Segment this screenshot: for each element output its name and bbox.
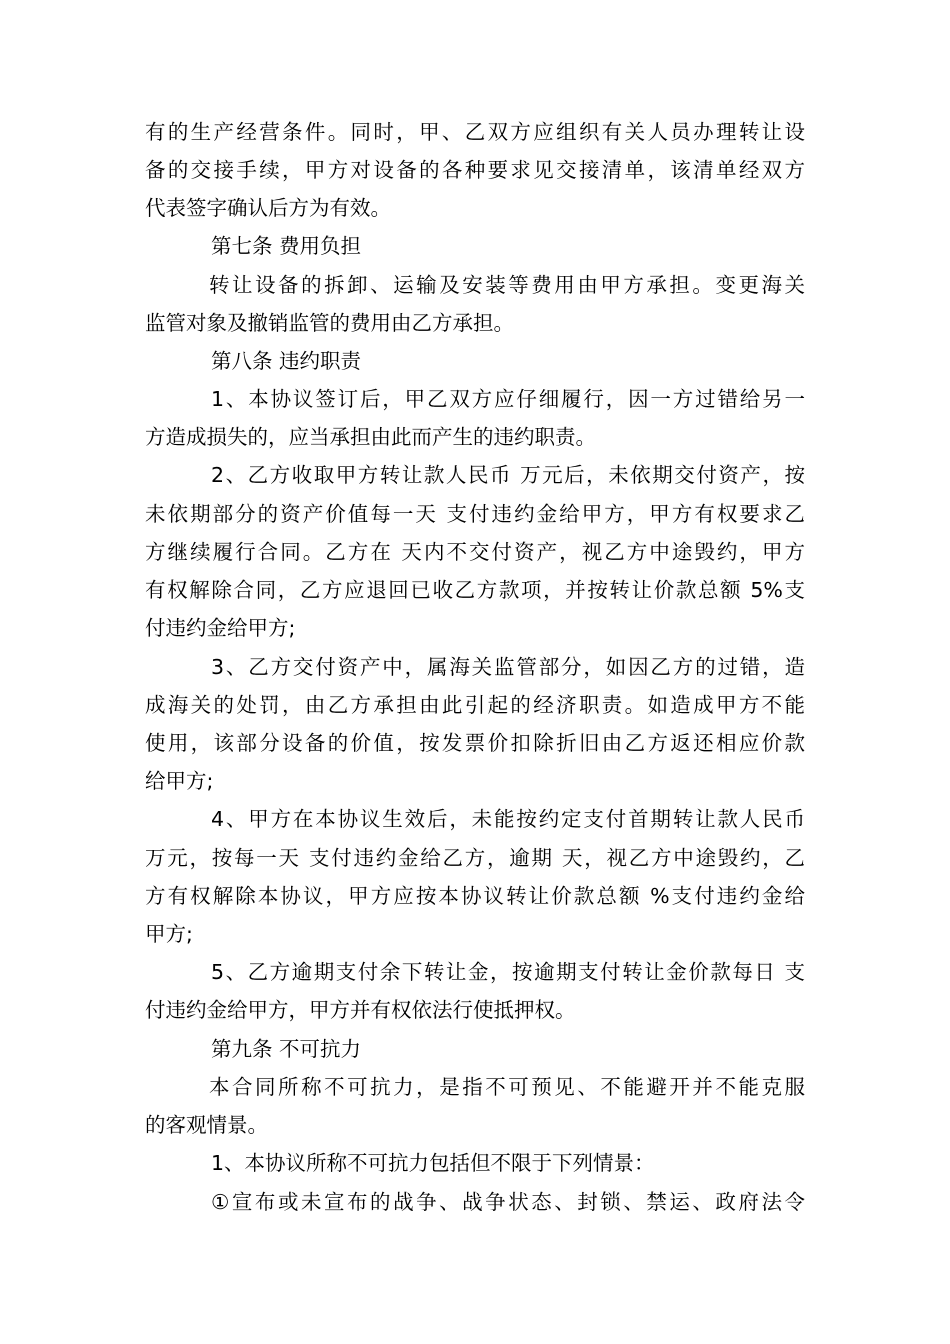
paragraph-line: 的客观情景。: [145, 1113, 268, 1137]
paragraph-line: 代表签字确认后方为有效。: [145, 196, 391, 220]
section-heading: 第七条 费用负担: [211, 234, 362, 258]
paragraph-line: 成海关的处罚，由乙方承担由此引起的经济职责。如造成甲方不能: [145, 693, 805, 717]
paragraph-line: 转让设备的拆卸、运输及安装等费用由甲方承担。变更海关: [209, 273, 805, 297]
paragraph-line: 1、本协议所称不可抗力包括但不限于下列情景：: [211, 1151, 655, 1175]
paragraph-line: ①宣布或未宣布的战争、战争状态、封锁、禁运、政府法令: [211, 1190, 805, 1214]
section-heading: 第八条 违约职责: [211, 349, 362, 373]
paragraph-line: 有的生产经营条件。同时，甲、乙双方应组织有关人员办理转让设: [145, 120, 805, 144]
paragraph-line: 甲方;: [145, 922, 193, 946]
paragraph-line: 有权解除合同，乙方应退回已收乙方款项，并按转让价款总额 5%支: [145, 578, 805, 602]
paragraph-line: 2、乙方收取甲方转让款人民币 万元后，未依期交付资产，按: [211, 463, 805, 487]
paragraph-line: 给甲方;: [145, 769, 214, 793]
paragraph-line: 方造成损失的，应当承担由此而产生的违约职责。: [145, 425, 596, 449]
paragraph-line: 万元，按每一天 支付违约金给乙方，逾期 天，视乙方中途毁约，乙: [145, 846, 805, 870]
paragraph-line: 备的交接手续，甲方对设备的各种要求见交接清单，该清单经双方: [145, 158, 805, 182]
paragraph-line: 5、乙方逾期支付余下转让金，按逾期支付转让金价款每日 支: [211, 960, 805, 984]
paragraph-line: 付违约金给甲方;: [145, 616, 296, 640]
paragraph-line: 付违约金给甲方，甲方并有权依法行使抵押权。: [145, 998, 576, 1022]
paragraph-line: 3、乙方交付资产中，属海关监管部分，如因乙方的过错，造: [211, 655, 805, 679]
paragraph-line: 本合同所称不可抗力，是指不可预见、不能避开并不能克服: [209, 1075, 805, 1099]
paragraph-line: 4、甲方在本协议生效后，未能按约定支付首期转让款人民币: [211, 807, 805, 831]
section-heading: 第九条 不可抗力: [211, 1037, 362, 1061]
paragraph-line: 使用，该部分设备的价值，按发票价扣除折旧由乙方返还相应价款: [145, 731, 805, 755]
paragraph-line: 监管对象及撤销监管的费用由乙方承担。: [145, 311, 514, 335]
paragraph-line: 未依期部分的资产价值每一天 支付违约金给甲方，甲方有权要求乙: [145, 502, 805, 526]
paragraph-line: 1、本协议签订后，甲乙双方应仔细履行，因一方过错给另一: [211, 387, 805, 411]
paragraph-line: 方有权解除本协议，甲方应按本协议转让价款总额 %支付违约金给: [145, 884, 805, 908]
paragraph-line: 方继续履行合同。乙方在 天内不交付资产，视乙方中途毁约，甲方: [145, 540, 805, 564]
